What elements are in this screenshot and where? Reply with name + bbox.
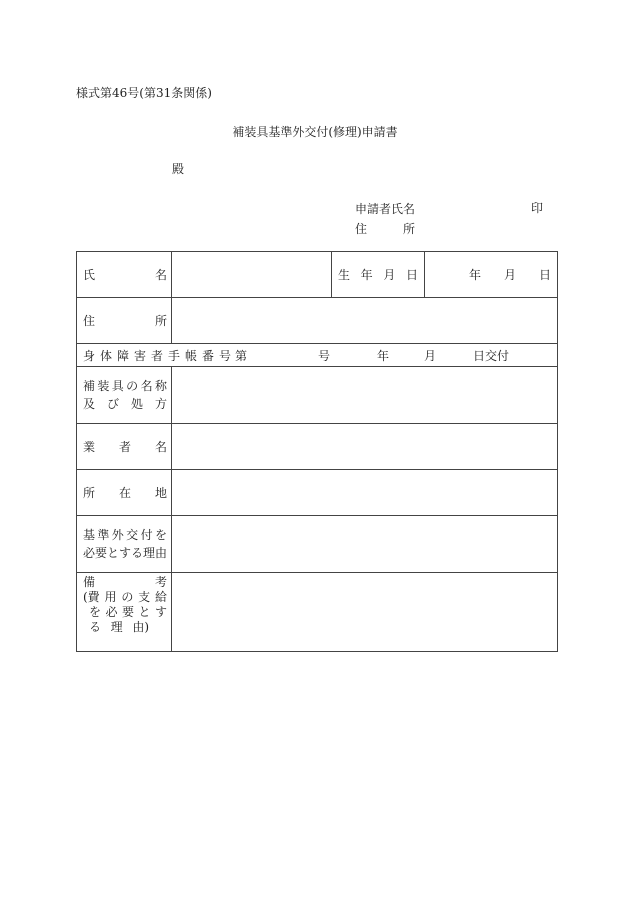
- name-row: [77, 252, 558, 298]
- remarks-row: [77, 573, 558, 652]
- reason-label: 基 準 外 交 付 を 必要とする理由: [77, 516, 172, 573]
- name-field[interactable]: [172, 252, 332, 298]
- name-label: 氏 名: [77, 252, 172, 298]
- vendor-field[interactable]: [172, 424, 558, 470]
- device-label: 補 装 具 の 名 称 及 び 処 方: [77, 367, 172, 424]
- location-field[interactable]: [172, 470, 558, 516]
- birthdate-field[interactable]: 年 月 日: [425, 252, 558, 298]
- location-row: [77, 470, 558, 516]
- address-label: 住 所: [77, 298, 172, 344]
- notebook-row: [77, 344, 558, 367]
- reason-field[interactable]: [172, 516, 558, 573]
- birthdate-label: 生 年 月 日: [332, 252, 425, 298]
- reason-row: [77, 516, 558, 573]
- device-row: [77, 367, 558, 424]
- document-title: 補装具基準外交付(修理)申請書: [232, 125, 398, 139]
- applicant-address-label: 住 所: [355, 222, 416, 236]
- form-number: 様式第46号(第31条関係): [76, 86, 212, 100]
- application-table: [76, 251, 558, 652]
- addressee-suffix: 殿: [172, 162, 185, 176]
- address-field[interactable]: [172, 298, 558, 344]
- seal-mark: 印: [531, 201, 544, 215]
- location-label: 所 在 地: [77, 470, 172, 516]
- device-field[interactable]: [172, 367, 558, 424]
- address-row: [77, 298, 558, 344]
- remarks-field[interactable]: [172, 573, 558, 652]
- vendor-row: [77, 424, 558, 470]
- applicant-name-label: 申請者氏名: [355, 202, 416, 216]
- applicant-block: [355, 199, 415, 239]
- notebook-number-line[interactable]: 身 体 障 害 者 手 帳 番 号 第 号 年 月 日交付: [77, 344, 558, 367]
- vendor-label: 業 者 名: [77, 424, 172, 470]
- remarks-label: 備 考 (費 用 の 支 給 を 必 要 と す る 理 由): [77, 573, 172, 652]
